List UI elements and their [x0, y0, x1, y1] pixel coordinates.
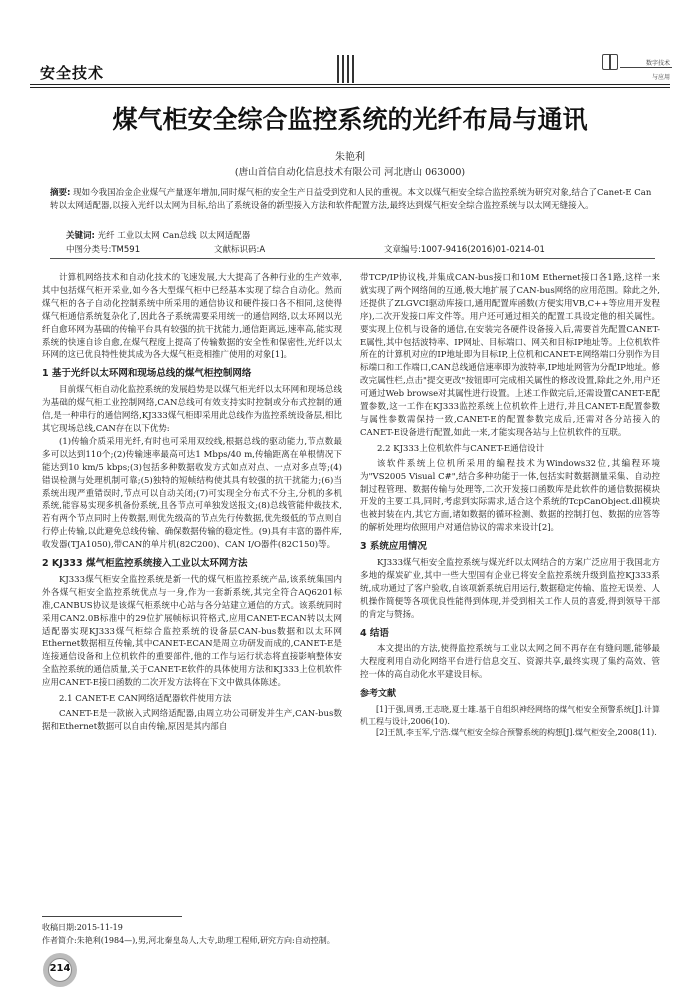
author: 朱艳利 [335, 152, 365, 163]
paragraph: CANET-E是一款嵌入式网络适配器,由周立功公司研发并生产,CAN-bus数据和Ethernet数据可以自由传输,原因是其内部自 [42, 709, 342, 732]
abstract-label: 摘要: [50, 188, 71, 198]
section-heading-1: 1 基于光纤以太环网和现场总线的煤气柜控制网络 [42, 368, 252, 380]
abstract [50, 187, 655, 213]
paragraph: 带TCP/IP协议栈,并集成CAN-bus接口和10M Ethernet接口各1路,这样一来就实现了两个网络间的互通,极大地扩展了CAN-bus网络的应用范围。除此之外,还提供了ZLGVCI驱动库接口,通用配置库函数(方便实用VB,C++等应用开发程序),二次开发接口库文件等。用户还可通过相关的配置工具设定他的相关属性。要实现上位机与设备的通信,在安装完各硬件设备接入后,需要首先配置CANET-E属性,其中包括波特率、IP网址、目标端口、网关和目标IP地址等。上位机软件所在的计算机对应的IP地址即为目标IP,上位机和CANET-E网络端口分别作为目标端口和工作端口,CAN总线通信速率即为波特率,IP地址网管为分配IP地址。修改完属性栏,点击"提交更改"按钮即可完成相关属性的修改设置,除此之外,用户还可通过Web browse对其属性进行设置。上述工作做完后,还需设置CANET-E配置参数,这一工作在KJ333监控系统上位机软件上进行,并且CANET-E配置参数与属性参数需保持一致,CANET-E的配置参数完成后,还需对各分站接入的CANET-E设备进行配置,如此一来,才能实现各站与上位机软件的互联。 [360, 273, 660, 438]
header-rule [30, 84, 670, 85]
article-number: 文章编号:1007-9416(2016)01-0214-01 [384, 245, 545, 255]
journal-logo [592, 52, 674, 84]
page-number-badge [43, 953, 77, 987]
footnote [42, 921, 442, 947]
meta-divider [50, 258, 655, 259]
paragraph: KJ333煤气柜安全监控系统与煤光纤以太网结合的方案广泛应用于我国北方多地的煤炭矿业,其中一些大型国有企业已将安全监控系统升级到监控KJ333系统,成功通过了客户验收,自该项新系统启用运行,数据稳定传输、监控无误差、人机操作简便等各项优良性能得到体现,并受到相关工作人员的喜爱,得到领导干部的肯定与赞扬。 [360, 558, 660, 620]
keywords-text: 光纤 工业以太网 Can总线 以太网适配器 [97, 231, 251, 241]
author-bio: 作者简介:朱艳利(1984—),男,河北秦皇岛人,大专,助理工程师,研究方向:自动控制。 [42, 936, 335, 945]
article-title: 煤气柜安全综合监控系统的光纤布局与通讯 [112, 105, 588, 134]
paragraph: 该软件系统上位机所采用的编程技术为Windows32位,其编程环境为"VS2005 Visual C#",结合多种功能于一体,包括实时数据测量采集、自动控制过程管理、数据传输与处理等,二次开发接口函数库是此软件的通信数据模块开发的主要工具,同时,考虑到实际需求,适合这个系统的TcpCanObject.dll模块也被封装在内,其它方面,诸如数据的循环检测、数据的控制打包、数据的应答等的解析处理均依照用户对通信协议的需求来设计[2]。 [360, 458, 660, 534]
header-rule [30, 87, 670, 88]
journal-name-line2: 与应用 [651, 74, 670, 81]
document-code: 文献标识码:A [214, 245, 266, 255]
section-heading-4: 4 结语 [360, 627, 389, 639]
keywords [66, 229, 656, 241]
intro-paragraph: 计算机网络技术和自动化技术的飞速发展,大大提高了各种行业的生产效率,其中包括煤气柜开采业,如今各大型煤气柜中已经基本实现了综合自动化。然而煤气柜的各子自动化控制系统中所采用的通信协议和硬件接口各不相同,这使得煤气柜通信系统复杂化了,因此各子系统需要采用统一的通信网络,以太环网以光纤自愈环网为基础的传输平台具有较强的抗干扰能力,通信距离远,速率高,能实现系统的快速自诊自愈,在煤气程度上提高了传输数据的安全性和保密性,光纤以太环网的这已优良特性使其成为各大煤气柜竞相推广使用的对象[1]。 [42, 273, 342, 361]
subsection-heading-2-2: 2.2 KJ333上位机软件与CANET-E通信设计 [377, 443, 545, 454]
received-date: 收稿日期:2015-11-19 [42, 923, 123, 932]
section-heading-2: 2 KJ333 煤气柜监控系统接入工业以太环网方法 [42, 558, 248, 570]
clc-number: 中图分类号:TM591 [66, 245, 141, 255]
paragraph: 目前煤气柜自动化监控系统的发展趋势是以煤气柜光纤以太环网和现场总线为基础的煤气柜工业控制网络,CAN总线可有效支持实时控制或分布式控制的通信,是一种串行的通信网络,KJ333煤气柜即采用此总线作为监控系统设备层,相比其它现场总线,CAN存在以下优势: [42, 385, 342, 434]
abstract-text: 现如今我国冶金企业煤气产量逐年增加,同时煤气柜的安全生产日益受到党和人民的重视。本文以煤气柜安全综合监控系统为研究对象,结合了Canet-E Can转以太网适配器,以接入光纤以太网为目标,给出了系统设备的新型接入方法和软件配置方法,最终达到煤气柜安全综合监控系统与以太网无缝接入。 [50, 188, 652, 211]
section-heading-3: 3 系统应用情况 [360, 541, 427, 553]
right-column [360, 272, 660, 739]
reference-item: [1]于强,周勇,王志晓,夏士雄.基于自组织神经网络的煤气柜安全预警系统[J].计算机工程与设计,2006(10). [360, 705, 660, 726]
journal-logo-rule [620, 67, 672, 68]
paragraph: 本文提出的方法,使得监控系统与工业以太网之间不再存在有缝问题,能够最大程度利用自动化网络平台进行信息交互、资源共享,最终实现了集约高效、管控一体的高自动化水平建设目标。 [360, 644, 660, 681]
affiliation: (唐山首信自动化信息技术有限公司 河北唐山 063000) [234, 167, 466, 178]
subsection-heading-2-1: 2.1 CANET-E CAN网络适配器软件使用方法 [59, 694, 232, 705]
reference-item: [2]王凯,李玉军,宁浩.煤气柜安全综合预警系统的构想[J].煤气柜安全,2008(11). [376, 728, 657, 738]
journal-name-line1: 数字技术 [645, 60, 670, 67]
header-divider-bars [337, 55, 357, 85]
left-column [42, 272, 342, 734]
keywords-label: 关键词: [66, 231, 95, 241]
paragraph: KJ333煤气柜安全监控系统是新一代的煤气柜监控系统产品,该系统集国内外各煤气柜安全监控系统优点与一身,作为一套新系统,其完全符合AQ6201标准,CANBUS协议是该煤气柜系统中心站与各分站建立通信的方式。该系统同时采用CAN2.0B标准中的29位扩展帧标识符格式,应用CANET-ECAN转以太网适配器实现KJ333煤气柜综合监控系统的设备层CAN-bus数据和以太环网Ethernet数据相互传输,其中CANET-ECAN是周立功研发而成的,CANET-E是连接通信设备和上位机软件的重要部件,他的工作与运行状态将直接影响整体安全监控系统的通信质量,关于CANET-E软件的具体使用方法和KJ333上位机软件应用CANET-E接口函数的二次开发方法将在下文中做具体陈述。 [42, 574, 342, 689]
page-number: 214 [49, 963, 71, 974]
journal-logo-icon [602, 54, 618, 70]
paragraph: (1)传输介质采用光纤,有时也可采用双绞线,根据总线的驱动能力,节点数最多可以达到110个;(2)传输速率最高可达1 Mbps/40 m,传输距离在单根情况下能达到10 km/5 kbps;(3)包括多种数据收发方式如点对点、一点对多点等;(4)错误检测与处理机制可靠;(5)独特的短帧结构使其具有较强的抗干扰能力;(6)当系统出现严重错误时,节点可以自动关闭;(7)可实现全分布式不分主,分机的多机系统,能容易实现多机备份系统,且各节点可单独发送报文;(8)总线管能仲裁技术,若有两个节点同时上传数据,则优先级高的节点先行传数据,优先级低的节点则自行停止传输,以此避免总线传输、确保数据传输的稳定性。(9)具有丰富的器件库,收发器(TJA1050),带CAN的单片机(82C200)、CAN I/O器件(82C150)等。 [42, 436, 342, 551]
footnote-rule [42, 916, 182, 917]
section-header: 安全技术 [40, 64, 105, 82]
references-heading: 参考文献 [360, 689, 397, 700]
